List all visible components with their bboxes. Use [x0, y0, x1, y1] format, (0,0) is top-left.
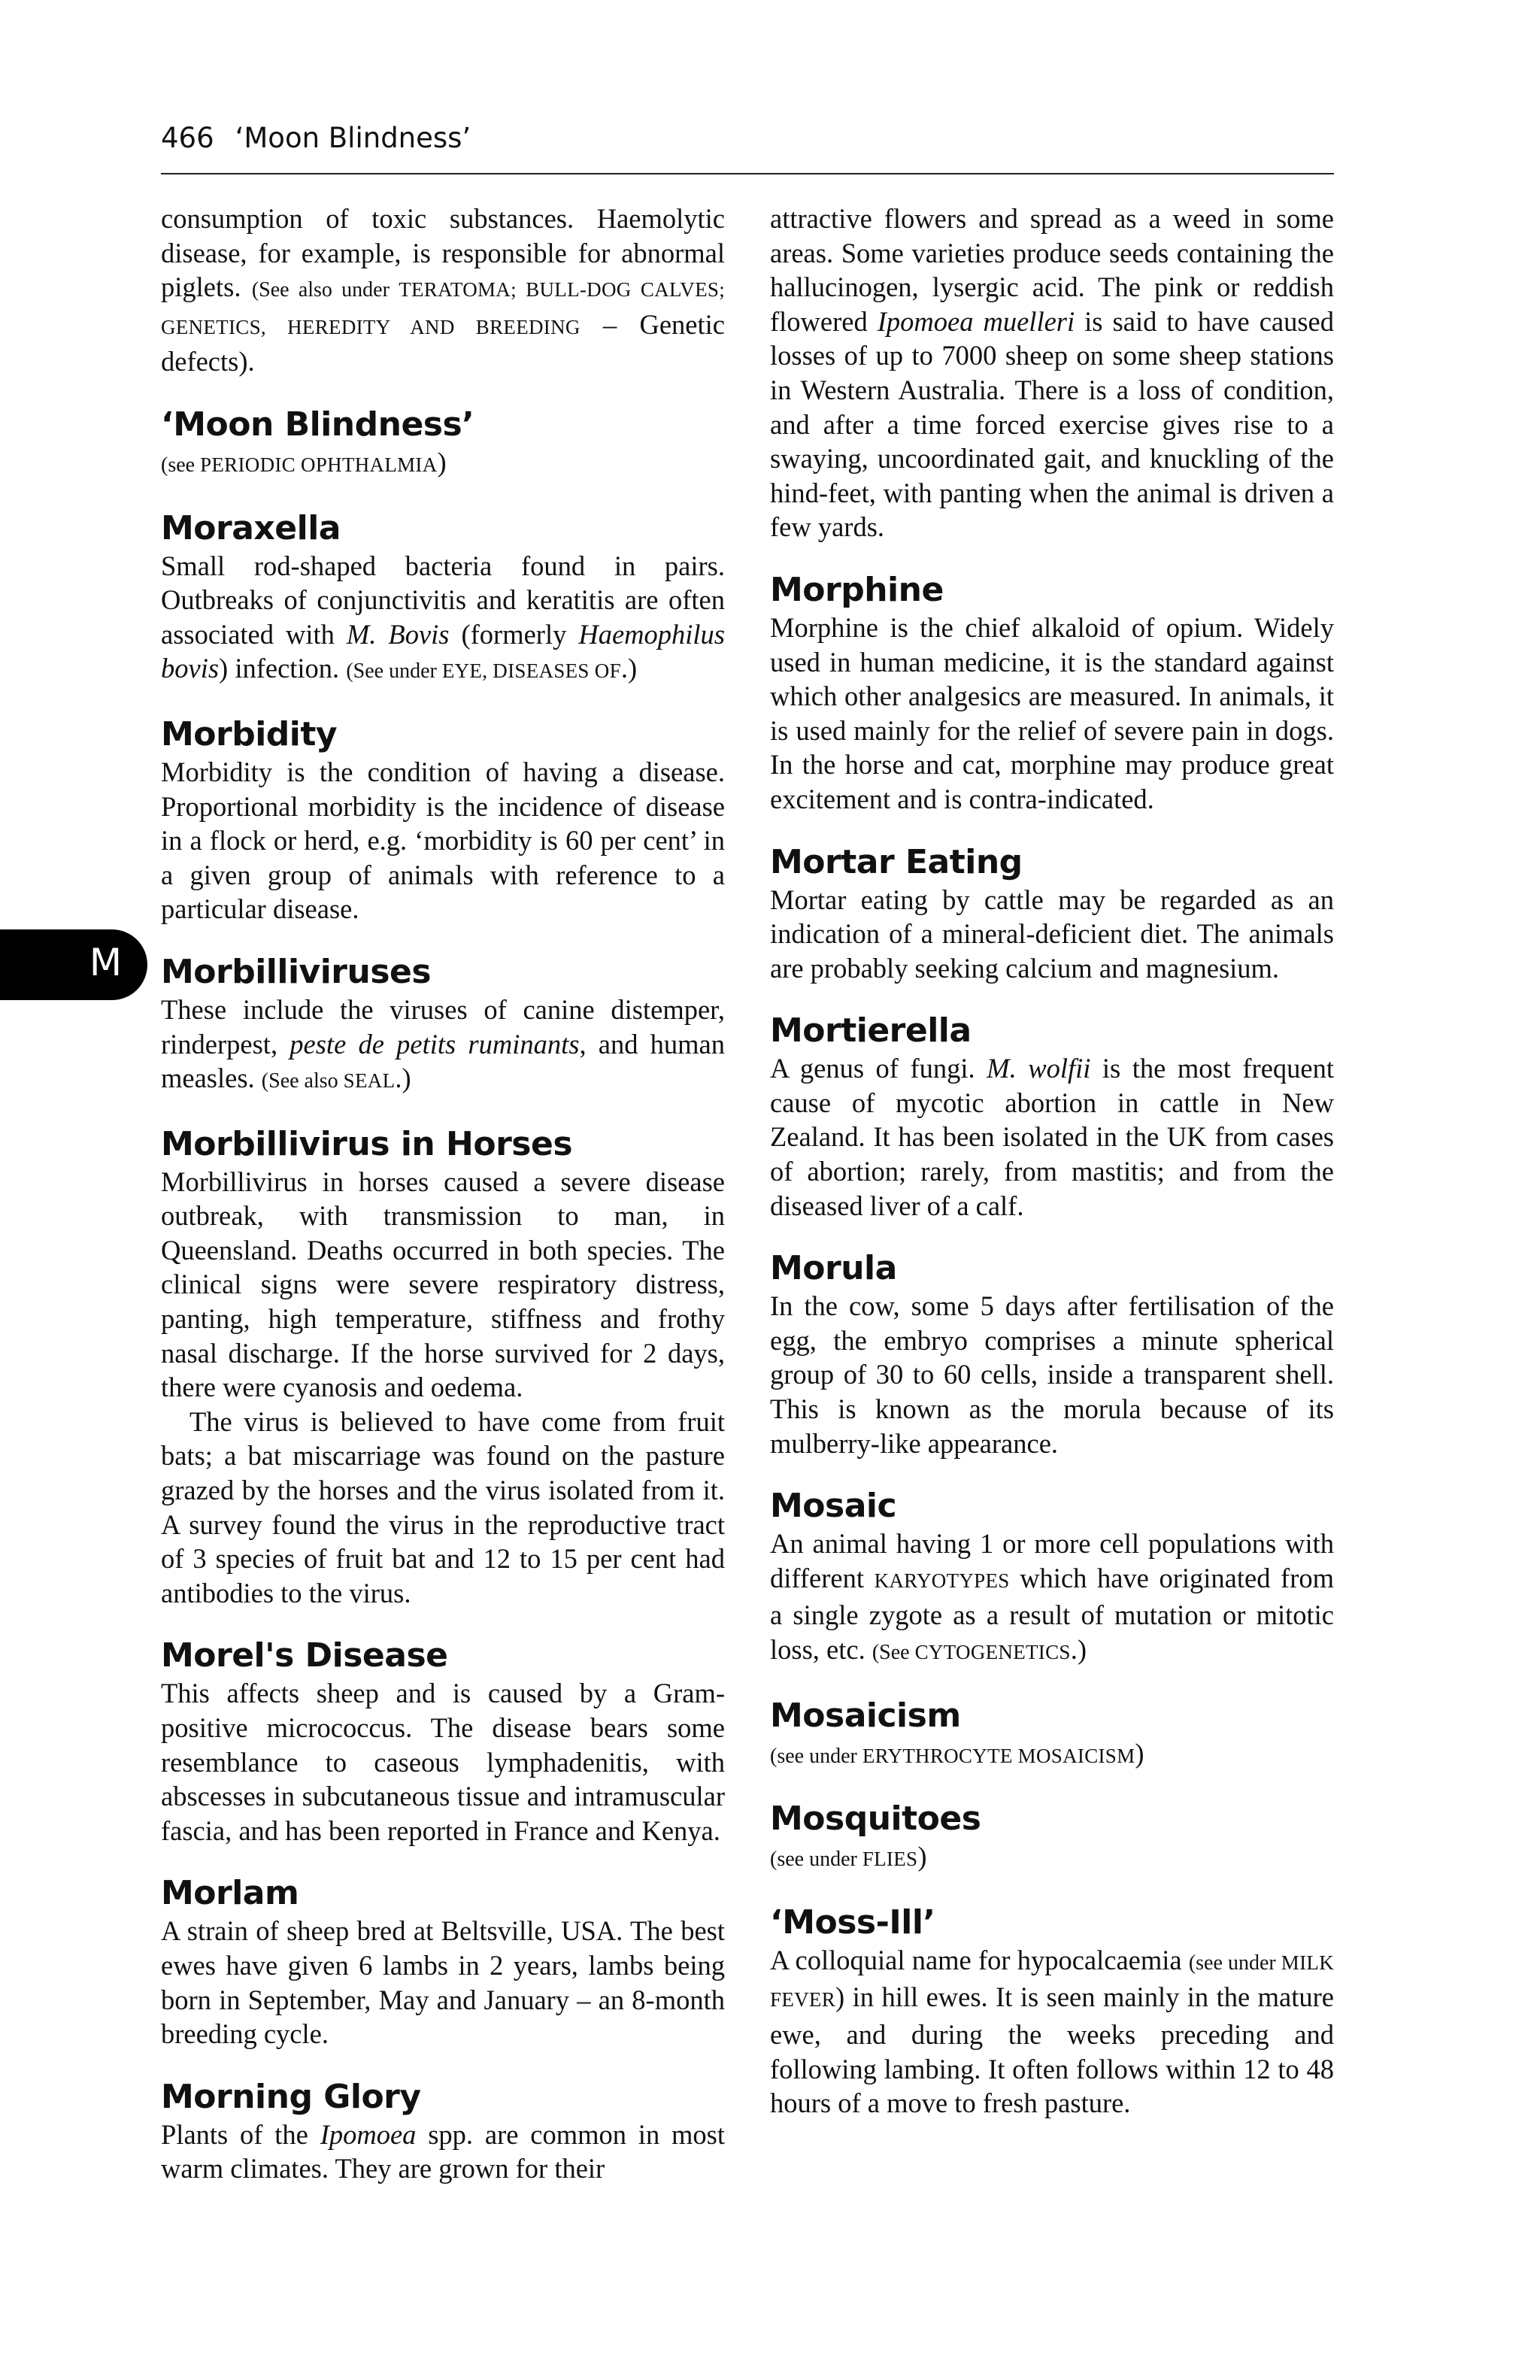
text-run: ) infection.	[219, 653, 347, 684]
entry-heading: Morel's Disease	[161, 1636, 448, 1675]
cross-ref-prefix: (See under	[346, 659, 442, 684]
text-run: attractive flowers and spread as a weed in some areas. Some varieties produce seeds containing the hallucinogen, lysergic acid. The pink or reddish flowered	[770, 203, 1334, 337]
entry-morlam	[161, 1873, 725, 2051]
entry-morula	[770, 1248, 1334, 1460]
entry-text	[770, 1943, 1334, 2121]
text-run: which have originated from a single zygote as a result of mutation or mitotic loss, etc.	[770, 1562, 1334, 1665]
italic-term: Haemophilus bovis	[161, 618, 725, 684]
entry-heading: Morbillivirus in Horses	[161, 1124, 573, 1163]
italic-term: M. Bovis	[346, 618, 450, 650]
text-run: Plants of the	[161, 2118, 320, 2150]
entry-moon-blindness	[161, 405, 725, 483]
right-column	[770, 202, 1334, 2121]
text-run: is said to have caused losses of up to 7000 sheep on some sheep stations in Western Australia. There is a loss of condition, and after a time forced exercise gives rise to a swaying, uncoordinated gait, and knuckling of the hind-feet, with panting when the animal is driven a few yards.	[770, 305, 1335, 543]
entry-text: Morphine is the chief alkaloid of opium. Widely used in human medicine, it is the standard against which other analgesics are measured. In animals, it is used mainly for the relief of severe pain in dogs. In the horse and cat, morphine may produce great excitement and is contra-indicated.	[770, 611, 1334, 814]
text-run: These include the viruses of canine distemper, rinderpest,	[161, 993, 725, 1060]
entry-heading: Mosquitoes	[770, 1799, 981, 1839]
entry-continuation-text	[770, 202, 1334, 544]
entry-heading: Mosaicism	[770, 1696, 961, 1735]
text-run: in hill ewes. It is seen mainly in the mature ewe, and during the weeks preceding and following lambing. It often follows within 12 to 48 hours of a move to fresh pasture.	[770, 1981, 1334, 2119]
text-run: is the most frequent cause of mycotic abortion in cattle in New Zealand. It has been isolated in the UK from cases of abortion; rarely, from mastitis; and from the diseased liver of a calf.	[770, 1053, 1334, 1221]
entry-heading: Morula	[770, 1249, 897, 1288]
cross-ref-term: MILK FEVER	[770, 1951, 1334, 2012]
cross-ref-close: )	[1135, 1737, 1144, 1769]
cross-ref-close: .)	[1070, 1634, 1087, 1665]
entry-heading: Mortar Eating	[770, 842, 1023, 881]
entry-text	[770, 1527, 1334, 1669]
entry-mosaic	[770, 1486, 1334, 1669]
cross-ref-prefix: (see under	[770, 1744, 862, 1768]
entry-text: Mortar eating by cattle may be regarded as an indication of a mineral-deficient diet. The animals are probably seeking calcium and magnesium.	[770, 884, 1334, 984]
cross-ref-term: KARYOTYPES	[874, 1569, 1010, 1592]
italic-term: Ipomoea	[320, 2118, 417, 2150]
running-header	[161, 120, 1334, 156]
cross-ref-prefix: (see under	[770, 1848, 862, 1872]
entry-morbilliviruses	[161, 952, 725, 1099]
entry-heading: Morning Glory	[161, 2077, 421, 2116]
entry-see-reference	[770, 1736, 1334, 1774]
entry-heading: Morlam	[161, 1874, 299, 1913]
cross-ref-close: )	[835, 1981, 845, 2013]
cross-ref-prefix: (See also under	[251, 278, 399, 302]
header-rule	[161, 173, 1334, 174]
entry-heading: Morbilliviruses	[161, 952, 432, 991]
text-run: , and human measles.	[161, 1028, 726, 1094]
text-run: Small rod-shaped bacteria found in pairs. Outbreaks of conjunctivitis and keratitis are often associated with	[161, 550, 725, 650]
entry-text-continued: The virus is believed to have come from fruit bats; a bat miscarriage was found on the pasture grazed by the horses and the virus isolated from it. A survey found the virus in the reproductive tract of 3 species of fruit bat and 12 to 15 per cent had antibodies to the virus.	[161, 1405, 725, 1608]
entry-see-reference	[770, 1839, 1334, 1877]
entry-heading: ‘Moon Blindness’	[161, 405, 474, 444]
text-run: spp. are common in most warm climates. They are grown for their	[161, 2118, 725, 2184]
cross-ref-prefix: (see under	[1188, 1951, 1281, 1975]
entry-morning-glory	[161, 2077, 725, 2186]
entry-moss-ill	[770, 1902, 1334, 2121]
cross-ref-term: CYTOGENETICS	[914, 1641, 1071, 1663]
cross-ref-term: PERIODIC OPHTHALMIA	[200, 453, 438, 476]
left-column	[161, 202, 725, 2186]
intro-text: consumption of toxic substances. Haemolytic disease, for example, is responsible for abnormal piglets.	[161, 203, 725, 303]
entry-text: Morbidity is the condition of having a disease. Proportional morbidity is the incidence of disease in a flock or herd, e.g. ‘morbidity is 60 per cent’ in a given group of animals with reference to a particular disease.	[161, 756, 725, 925]
section-tab-marker	[0, 929, 147, 1000]
cross-ref-tail: – Genetic defects).	[161, 308, 725, 377]
cross-ref-close: .)	[395, 1063, 411, 1094]
entry-morbillivirus-in-horses	[161, 1124, 725, 1611]
entry-mosaicism	[770, 1696, 1334, 1774]
entry-text	[161, 2118, 725, 2186]
cross-ref-prefix: (see	[161, 453, 201, 477]
entry-heading: Moraxella	[161, 508, 341, 547]
cross-ref-term: SEAL	[343, 1069, 396, 1093]
entry-morbidity	[161, 714, 725, 926]
cross-ref-term: EYE, DISEASES OF	[441, 659, 621, 683]
text-run: An animal having 1 or more cell populations with different	[770, 1528, 1334, 1593]
cross-ref-term: ERYTHROCYTE MOSAICISM	[862, 1744, 1135, 1767]
entry-morphine	[770, 570, 1334, 817]
cross-ref-term: FLIES	[862, 1848, 918, 1871]
entry-text: This affects sheep and is caused by a Gram-positive micrococcus. The disease bears some resemblance to caseous lymphadenitis, with abscesses in subcutaneous tissue and intramuscular fascia, and has been reported in France and Kenya.	[161, 1678, 725, 1846]
entry-moraxella	[161, 508, 725, 689]
cross-ref-terms: TERATOMA; BULL-DOG CALVES; GENETICS, HEREDITY AND BREEDING	[161, 278, 726, 338]
entry-heading: ‘Moss-Ill’	[770, 1902, 935, 1942]
entry-text	[161, 993, 725, 1099]
italic-term: M. wolfii	[987, 1053, 1091, 1084]
entry-heading: Mosaic	[770, 1487, 897, 1526]
entry-mortierella	[770, 1011, 1334, 1223]
page-number: 466	[161, 122, 214, 154]
entry-text: A strain of sheep bred at Beltsville, USA. The best ewes have given 6 lambs in 2 years, lambs being born in September, May and January – an 8-month breeding cycle.	[161, 1915, 725, 2050]
italic-term: Ipomoea muelleri	[877, 305, 1075, 337]
cross-ref-close: )	[917, 1841, 927, 1872]
cross-ref-close: )	[437, 446, 447, 478]
entry-text: Morbillivirus in horses caused a severe disease outbreak, with transmission to man, in Queensland. Deaths occurred in both species. The clinical signs were severe respiratory distress, panting, high temperature, stiffness and frothy nasal discharge. If the horse survived for 2 days, there were cyanosis and oedema.	[161, 1166, 725, 1403]
entry-text: In the cow, some 5 days after fertilisation of the egg, the embryo comprises a minute spherical group of 30 to 60 cells, inside a transparent shell. This is known as the morula because of its mulberry-like appearance.	[770, 1290, 1334, 1459]
entry-mosquitoes	[770, 1799, 1334, 1877]
text-run: A genus of fungi.	[770, 1053, 987, 1084]
text-run: A colloquial name for hypocalcaemia	[770, 1944, 1189, 1975]
entry-heading: Mortierella	[770, 1011, 972, 1051]
entry-text	[770, 1051, 1334, 1223]
section-tab-letter: M	[89, 941, 122, 984]
entry-morels-disease	[161, 1636, 725, 1848]
entry-mortar-eating	[770, 842, 1334, 986]
text-run: (formerly	[449, 618, 579, 650]
entry-heading: Morphine	[770, 570, 944, 609]
running-title: ‘Moon Blindness’	[235, 122, 471, 154]
cross-ref-prefix: (See also	[261, 1069, 344, 1093]
italic-term: peste de petits ruminants	[290, 1028, 580, 1060]
entry-see-reference	[161, 445, 725, 483]
cross-ref-prefix: (See	[872, 1641, 915, 1664]
entry-heading: Morbidity	[161, 714, 338, 753]
cross-ref-close: .)	[620, 653, 638, 684]
entry-text	[161, 549, 725, 689]
entry-continuation-text	[161, 202, 725, 379]
